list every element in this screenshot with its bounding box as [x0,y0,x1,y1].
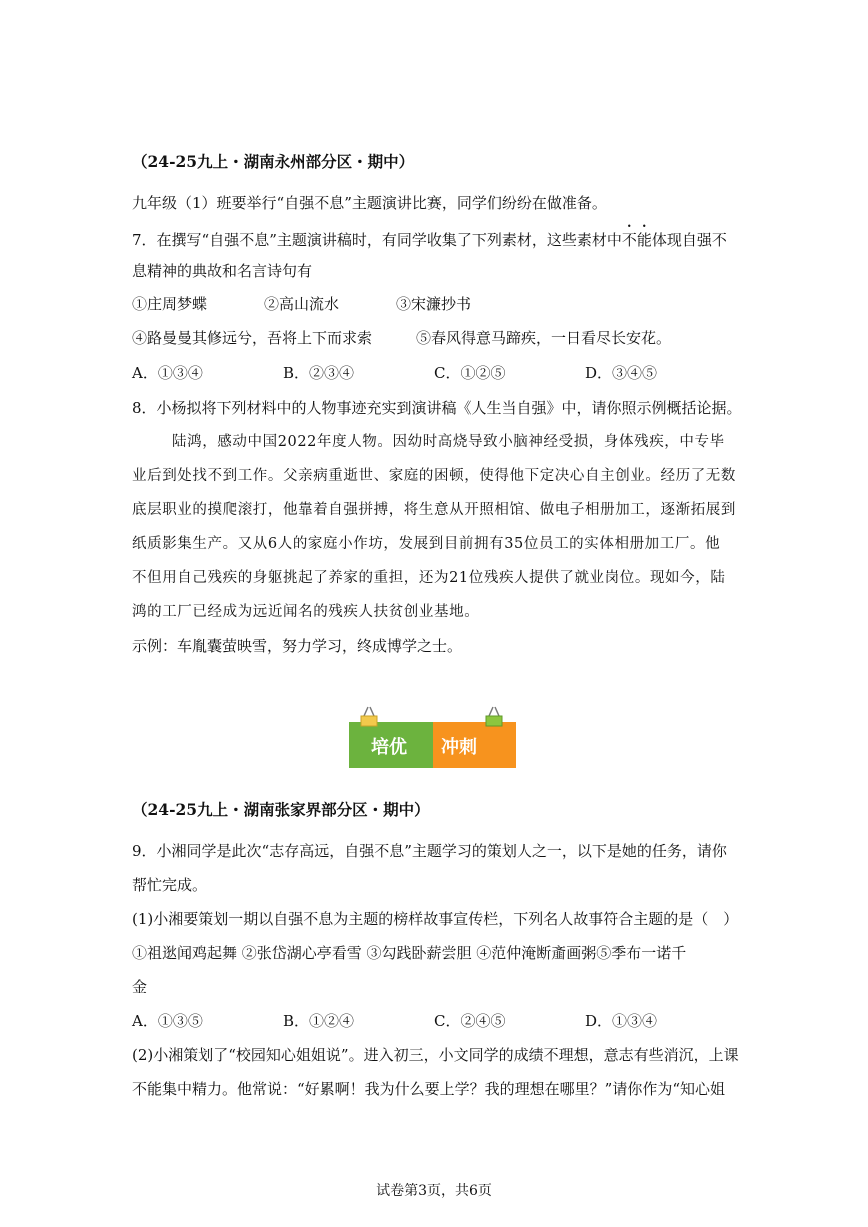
q7-option-c[interactable]: C．①②⑤ [434,364,506,382]
source-label-1: （24-25九上・湖南永州部分区・期中） [132,152,415,171]
page-footer: 试卷第3页，共6页 [376,1183,492,1199]
q8-passage-line-5: 不但用自己残疾的身躯挑起了养家的重担，还为21位残疾人提供了就业岗位。现如今，陆 [132,570,726,586]
q8-passage-line-2: 业后到处找不到工作。父亲病重逝世、家庭的困顿，使得他下定决心自主创业。经历了无数 [132,468,736,484]
q8-passage-line-4: 纸质影集生产。又从6人的家庭小作坊，发展到目前拥有35位员工的实体相册加工厂。他 [132,536,721,552]
q7-line2: 息精神的典故和名言诗句有 [132,262,313,280]
q7-option-b[interactable]: B．②③④ [283,364,355,382]
q9-option-d[interactable]: D．①③④ [585,1012,658,1030]
q7-option-d[interactable]: D．③④⑤ [585,364,658,382]
q9-option-b[interactable]: B．①②④ [283,1012,355,1030]
q9-sub1: (1)小湘要策划一期以自强不息为主题的榜样故事宣传栏，下列名人故事符合主题的是（ ） [132,910,739,928]
badge-left-label: 培优 [371,737,407,758]
q7-line1: 7．在撰写“自强不息”主题演讲稿时，有同学收集了下列素材，这些素材中不能体现自强不 [132,231,727,249]
q7-emphasis: 不能 [621,231,652,249]
binder-clip-icon [359,706,379,728]
q8-example: 示例：车胤囊萤映雪，努力学习，终成博学之士。 [132,637,463,655]
q9-line2: 帮忙完成。 [132,876,208,894]
peiyou-chongci-badge [349,722,516,768]
q7-item-4: ④路曼曼其修远兮，吾将上下而求索 [132,329,373,347]
q8-passage-line-6: 鸿的工厂已经成为远近闻名的残疾人扶贫创业基地。 [132,604,480,620]
q9-sub2-line1: (2)小湘策划了“校园知心姐姐说”。进入初三，小文同学的成绩不理想，意志有些消沉，上课 [132,1046,739,1064]
q8-passage-line-3: 底层职业的摸爬滚打，他靠着自强拼搏，将生意从开照相馆、做电子相册加工，逐渐拓展到 [132,502,736,518]
q9-option-a[interactable]: A．①③⑤ [132,1012,203,1030]
q7-option-a[interactable]: A．①③④ [132,364,203,382]
binder-clip-icon [484,706,504,728]
q9-line1: 9．小湘同学是此次“志存高远，自强不息”主题学习的策划人之一，以下是她的任务，请你 [132,842,727,860]
q9-sub2-line2: 不能集中精力。他常说：“好累啊！我为什么要上学？我的理想在哪里？”请你作为“知心姐 [132,1080,726,1098]
q9-items-line1: ①祖逖闻鸡起舞 ②张岱湖心亭看雪 ③勾践卧薪尝胆 ④范仲淹断齑画粥⑤季布一诺千 [132,944,687,962]
q8-passage-line-1: 陆鸿，感动中国2022年度人物。因幼时高烧导致小脑神经受损，身体残疾，中专毕 [172,434,725,450]
q7-item-2: ②高山流水 [264,295,340,313]
q9-items-line2: 金 [132,978,148,996]
q8-line: 8．小杨拟将下列材料中的人物事迹充实到演讲稿《人生当自强》中，请你照示例概括论据。 [132,399,742,417]
q7-item-1: ①庄周梦蝶 [132,295,208,313]
intro-text: 九年级（1）班要举行“自强不息”主题演讲比赛，同学们纷纷在做准备。 [132,194,607,212]
source-label-2: （24-25九上・湖南张家界部分区・期中） [132,800,430,819]
q7-item-3: ③宋濂抄书 [396,295,472,313]
q9-option-c[interactable]: C．②④⑤ [434,1012,506,1030]
q7-item-5: ⑤春风得意马蹄疾，一日看尽长安花。 [416,329,672,347]
badge-right-label: 冲刺 [441,737,477,758]
